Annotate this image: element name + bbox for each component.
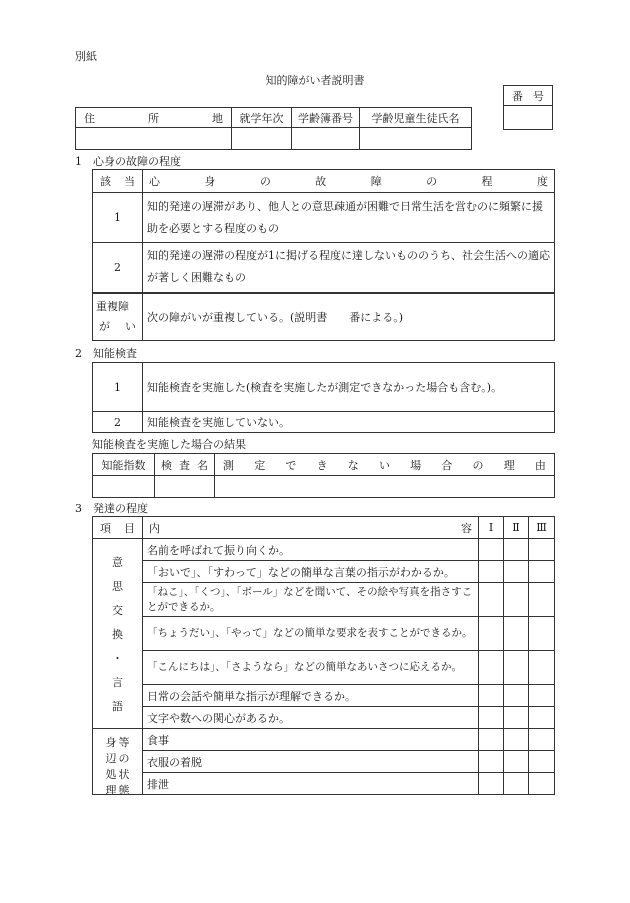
- group-label-char: 処: [105, 767, 117, 781]
- test-name-header-char: 査: [179, 458, 190, 472]
- iq-header: 知能指数: [93, 454, 155, 476]
- level-header-2: Ⅱ: [504, 517, 529, 539]
- level-check-cell[interactable]: [479, 583, 504, 617]
- iq-test-row-number[interactable]: 1: [93, 363, 143, 412]
- level-check-cell[interactable]: [504, 773, 529, 795]
- item-header-char: 目: [124, 521, 135, 535]
- level-check-cell[interactable]: [529, 539, 555, 561]
- reason-header-char: 場: [410, 458, 422, 472]
- test-result-heading: 知能検査を実施した場合の結果: [92, 438, 246, 451]
- level-check-cell[interactable]: [529, 773, 555, 795]
- degree-row-text: 知的発達の遅滞があり、他人との意思疎通が困難で日常生活を営むのに頻繁に援助を必要とする程度のもの: [143, 193, 555, 243]
- level-check-cell[interactable]: [479, 773, 504, 795]
- multiple-label-char: が: [99, 319, 110, 333]
- iq-test-row-number[interactable]: 2: [93, 412, 143, 433]
- degree-header-char: 故: [315, 175, 327, 188]
- number-box: [503, 85, 553, 130]
- level-check-cell[interactable]: [504, 651, 529, 685]
- reason-header-char: 由: [534, 458, 546, 472]
- group-label-char: の: [118, 751, 130, 765]
- test-name-header-char: 検: [161, 458, 172, 472]
- reason-header-char: 測: [223, 458, 234, 472]
- development-item-text: 名前を呼ばれて振り向くか。: [143, 539, 479, 561]
- applicable-header-char: 当: [124, 175, 135, 188]
- degree-row-text: 知的発達の遅滞の程度が1に掲げる程度に達しないもののうち、社会生活への適応が著しく困難なもの: [143, 243, 555, 293]
- register-number-header: 学齢簿番号: [292, 108, 360, 128]
- development-item-text: 文字や数への関心があるか。: [143, 707, 479, 729]
- iq-test-row-text: 知能検査を実施していない。: [143, 412, 555, 433]
- level-check-cell[interactable]: [529, 729, 555, 751]
- group-label-char: 身: [105, 735, 117, 749]
- development-item-text: 食事: [143, 729, 479, 751]
- level-check-cell[interactable]: [504, 707, 529, 729]
- level-check-cell[interactable]: [504, 729, 529, 751]
- iq-test-table: [92, 362, 555, 433]
- section1-heading: 1 心身の故障の程度: [75, 155, 181, 168]
- item-header-char: 項: [100, 521, 111, 535]
- level-check-cell[interactable]: [529, 707, 555, 729]
- level-check-cell[interactable]: [479, 617, 504, 651]
- number-label-char: 番: [512, 89, 523, 103]
- group-label-char: 思: [112, 579, 123, 593]
- address-header-char: 所: [148, 111, 159, 125]
- multiple-label-char: い: [125, 319, 136, 333]
- degree-row-number[interactable]: 2: [93, 243, 143, 293]
- degree-header-char: の: [426, 175, 438, 188]
- test-result-table: [92, 453, 555, 498]
- section2-heading: 2 知能検査: [75, 347, 137, 360]
- level-check-cell[interactable]: [504, 685, 529, 707]
- development-item-text: 「ねこ」、「くつ」、「ボール」などを聞いて、その絵や写真を指さすことができるか。: [143, 583, 479, 617]
- level-check-cell[interactable]: [504, 617, 529, 651]
- register-number-cell[interactable]: [292, 128, 360, 150]
- development-item-text: 日常の会話や簡単な指示が理解できるか。: [143, 685, 479, 707]
- level-check-cell[interactable]: [504, 539, 529, 561]
- degree-header-char: 度: [536, 175, 548, 188]
- degree-header-char: 障: [370, 175, 382, 188]
- degree-header-char: 程: [481, 175, 493, 188]
- level-check-cell[interactable]: [479, 707, 504, 729]
- group-label-char: 等: [118, 735, 130, 749]
- self-care-group-label: [93, 729, 143, 795]
- test-name-header-char: 名: [197, 458, 208, 472]
- reason-cell[interactable]: [215, 476, 555, 498]
- student-name-cell[interactable]: [360, 128, 472, 150]
- header-table: [75, 107, 472, 150]
- development-table: [92, 516, 555, 795]
- level-check-cell[interactable]: [479, 539, 504, 561]
- group-label-char: 交: [112, 603, 123, 617]
- development-item-text: 「ちょうだい」、「やって」などの簡単な要求を表すことができるか。: [143, 617, 479, 651]
- content-header-char: 内: [149, 521, 160, 535]
- degree-row-number[interactable]: 1: [93, 193, 143, 243]
- reason-header-char: の: [472, 458, 484, 472]
- address-cell[interactable]: [76, 128, 232, 150]
- applicable-header-char: 該: [100, 175, 111, 188]
- section3-heading: 3 発達の程度: [75, 502, 148, 515]
- group-label-char: ・: [112, 651, 123, 665]
- number-label-char: 号: [533, 89, 544, 103]
- test-name-cell[interactable]: [155, 476, 215, 498]
- school-year-cell[interactable]: [232, 128, 292, 150]
- degree-header-char: 身: [204, 175, 216, 188]
- document-title: 知的障がい者説明書: [265, 74, 365, 87]
- level-check-cell[interactable]: [479, 651, 504, 685]
- attachment-label: 別紙: [75, 50, 97, 63]
- student-name-header: 学齢児童生徒氏名: [360, 108, 472, 128]
- reason-header-char: い: [378, 458, 390, 472]
- iq-test-row-text: 知能検査を実施した(検査を実施したが測定できなかった場合も含む。)。: [143, 363, 555, 412]
- level-check-cell[interactable]: [504, 583, 529, 617]
- content-header-char: 容: [461, 521, 472, 535]
- group-label-char: 語: [112, 699, 123, 713]
- level-check-cell[interactable]: [504, 751, 529, 773]
- degree-header-char: の: [259, 175, 271, 188]
- multiple-disability-label[interactable]: [93, 293, 143, 341]
- reason-header-char: 合: [441, 458, 453, 472]
- development-item-text: 排泄: [143, 773, 479, 795]
- group-label-char: 言: [112, 675, 123, 689]
- group-label-char: 換: [112, 627, 123, 641]
- level-check-cell[interactable]: [529, 651, 555, 685]
- level-check-cell[interactable]: [479, 685, 504, 707]
- reason-header-char: な: [347, 458, 359, 472]
- communication-group-label: [93, 539, 143, 729]
- level-check-cell[interactable]: [479, 751, 504, 773]
- group-label-char: 意: [112, 555, 123, 569]
- reason-header-char: で: [285, 458, 297, 472]
- address-header-char: 地: [212, 111, 223, 125]
- level-check-cell[interactable]: [479, 729, 504, 751]
- development-item-text: 「こんにちは」、「さようなら」などの簡単なあいさつに応えるか。: [143, 651, 479, 685]
- group-label-char: 態: [118, 783, 130, 795]
- level-check-cell[interactable]: [529, 617, 555, 651]
- reason-header-char: 理: [503, 458, 515, 472]
- development-item-text: 衣服の着脱: [143, 751, 479, 773]
- level-check-cell[interactable]: [479, 561, 504, 583]
- level-check-cell[interactable]: [504, 561, 529, 583]
- disability-degree-table: [92, 169, 555, 341]
- multiple-label-line1: 重複障: [96, 299, 129, 313]
- level-check-cell[interactable]: [529, 561, 555, 583]
- group-label-char: 理: [105, 783, 117, 795]
- group-label-char: 状: [118, 767, 130, 781]
- number-value-cell[interactable]: [504, 106, 553, 130]
- reason-header-char: 定: [254, 458, 266, 472]
- multiple-disability-text: 次の障がいが重複している。(説明書 番による。): [143, 293, 555, 341]
- reason-header-char: き: [316, 458, 328, 472]
- school-year-header: 就学年次: [232, 108, 292, 128]
- level-check-cell[interactable]: [529, 583, 555, 617]
- level-check-cell[interactable]: [529, 685, 555, 707]
- iq-value-cell[interactable]: [93, 476, 155, 498]
- level-check-cell[interactable]: [529, 751, 555, 773]
- level-header-3: Ⅲ: [529, 517, 555, 539]
- development-item-text: 「おいで」、「すわって」などの簡単な言葉の指示がわかるか。: [143, 561, 479, 583]
- level-header-1: Ⅰ: [479, 517, 504, 539]
- group-label-char: 辺: [105, 751, 117, 765]
- address-header-char: 住: [84, 111, 95, 125]
- degree-header-char: 心: [149, 175, 160, 188]
